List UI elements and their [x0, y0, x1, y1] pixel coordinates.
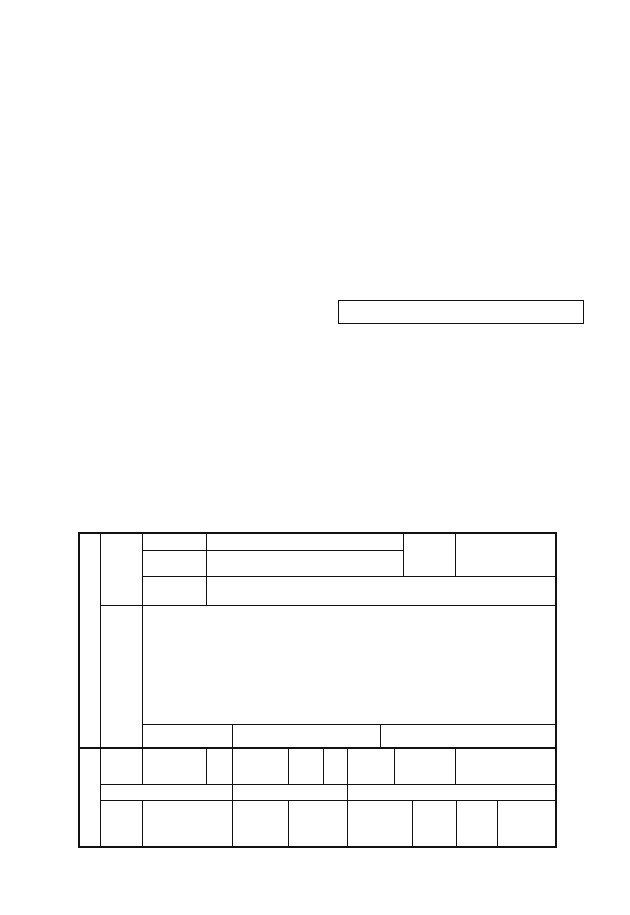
col-line [288, 800, 289, 848]
recipient-number-input[interactable] [456, 533, 556, 576]
row-line [100, 800, 557, 801]
address-input[interactable] [207, 577, 557, 605]
row-line [100, 605, 557, 606]
col-line [142, 800, 143, 848]
col-line [394, 748, 395, 785]
col-line [206, 748, 207, 785]
col-line [497, 800, 498, 848]
col-line [323, 748, 324, 785]
name-input[interactable] [207, 551, 403, 576]
row-line [142, 724, 557, 725]
col-line [288, 748, 289, 785]
table-divider-thick [78, 747, 557, 749]
col-line [456, 800, 457, 848]
col-line [380, 724, 381, 748]
col-line [142, 532, 143, 748]
col-line [100, 532, 101, 848]
col-line [232, 724, 233, 748]
col-line [232, 748, 233, 848]
personal-number-boxes[interactable] [338, 300, 584, 324]
col-line [142, 748, 143, 785]
col-line [403, 532, 404, 577]
col-line [455, 748, 456, 785]
row-line [100, 784, 557, 785]
col-line [347, 748, 348, 848]
col-line [412, 800, 413, 848]
